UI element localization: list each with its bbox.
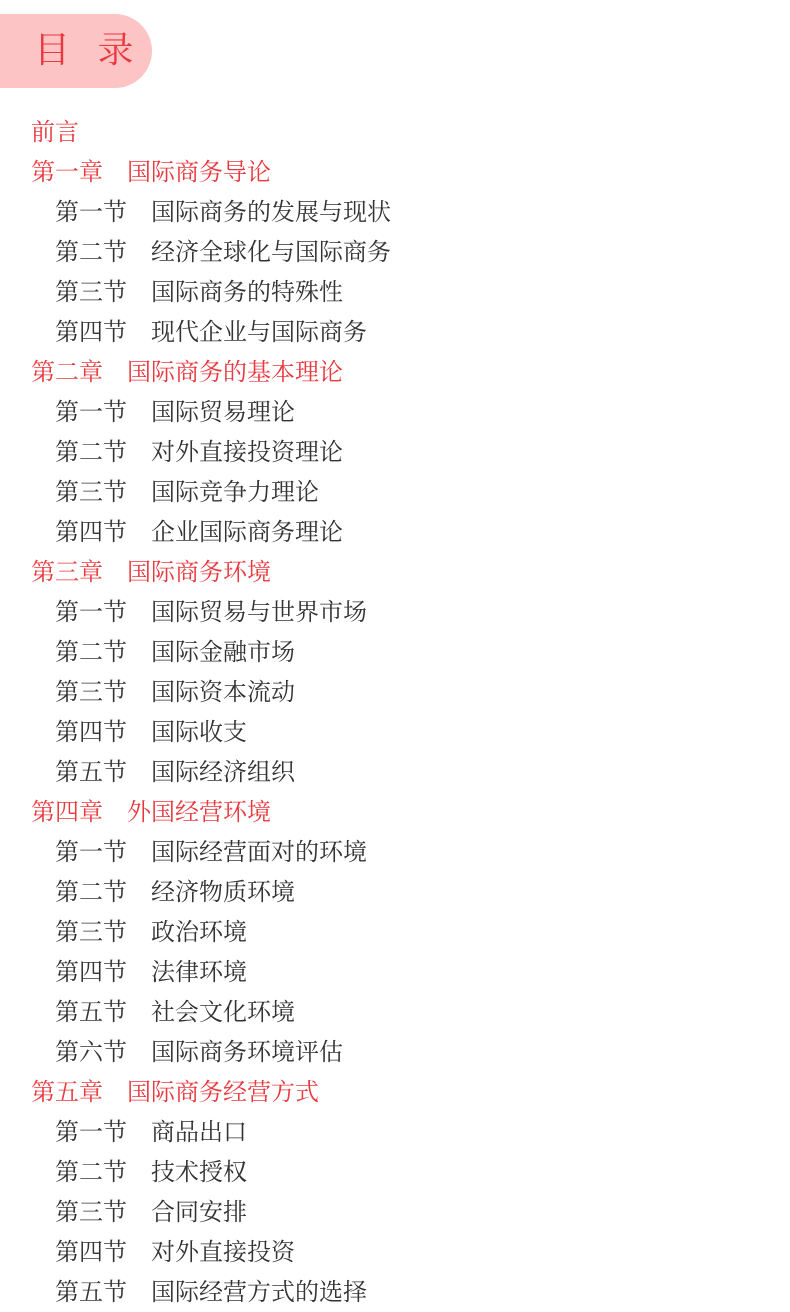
section-number: 第二节 xyxy=(55,438,127,466)
toc-section[interactable] xyxy=(0,232,790,272)
section-number: 第四节 xyxy=(55,318,127,346)
toc-chapter[interactable] xyxy=(0,792,790,832)
section-number: 第一节 xyxy=(55,398,127,426)
section-number: 第一节 xyxy=(55,1118,127,1146)
section-number: 第一节 xyxy=(55,838,127,866)
section-title: 国际经营方式的选择 xyxy=(151,1278,367,1306)
section-number: 第四节 xyxy=(55,718,127,746)
toc-preface[interactable]: 前言 xyxy=(31,118,79,146)
toc-chapter[interactable] xyxy=(0,552,790,592)
section-number: 第五节 xyxy=(55,758,127,786)
section-title: 技术授权 xyxy=(151,1158,247,1186)
section-number: 第四节 xyxy=(55,958,127,986)
section-title: 经济全球化与国际商务 xyxy=(151,238,391,266)
table-of-contents xyxy=(0,112,790,1312)
toc-section[interactable] xyxy=(0,472,790,512)
toc-section[interactable] xyxy=(0,192,790,232)
toc-section[interactable] xyxy=(0,1232,790,1272)
section-number: 第四节 xyxy=(55,518,127,546)
section-number: 第二节 xyxy=(55,1158,127,1186)
section-number: 第五节 xyxy=(55,1278,127,1306)
toc-section[interactable] xyxy=(0,632,790,672)
section-number: 第二节 xyxy=(55,878,127,906)
section-title: 对外直接投资 xyxy=(151,1238,295,1266)
chapter-number: 第五章 xyxy=(31,1078,103,1106)
chapter-title: 国际商务的基本理论 xyxy=(127,358,343,386)
section-number: 第二节 xyxy=(55,238,127,266)
chapter-title: 国际商务导论 xyxy=(127,158,271,186)
section-number: 第五节 xyxy=(55,998,127,1026)
chapter-number: 第三章 xyxy=(31,558,103,586)
toc-section[interactable] xyxy=(0,912,790,952)
section-title: 国际商务的特殊性 xyxy=(151,278,343,306)
section-title: 国际竞争力理论 xyxy=(151,478,319,506)
chapter-title: 国际商务经营方式 xyxy=(127,1078,319,1106)
section-title: 对外直接投资理论 xyxy=(151,438,343,466)
section-title: 国际资本流动 xyxy=(151,678,295,706)
toc-section[interactable] xyxy=(0,1152,790,1192)
toc-section[interactable] xyxy=(0,992,790,1032)
toc-header-badge xyxy=(0,14,152,88)
toc-chapter[interactable] xyxy=(0,352,790,392)
chapter-title: 外国经营环境 xyxy=(127,798,271,826)
toc-section[interactable] xyxy=(0,832,790,872)
toc-section[interactable] xyxy=(0,592,790,632)
section-title: 国际经营面对的环境 xyxy=(151,838,367,866)
toc-section[interactable] xyxy=(0,312,790,352)
section-number: 第三节 xyxy=(55,1198,127,1226)
section-title: 国际贸易与世界市场 xyxy=(151,598,367,626)
section-number: 第三节 xyxy=(55,478,127,506)
toc-section[interactable] xyxy=(0,752,790,792)
section-number: 第三节 xyxy=(55,678,127,706)
toc-section[interactable] xyxy=(0,432,790,472)
chapter-number: 第二章 xyxy=(31,358,103,386)
section-title: 法律环境 xyxy=(151,958,247,986)
section-title: 国际经济组织 xyxy=(151,758,295,786)
toc-section[interactable] xyxy=(0,512,790,552)
section-number: 第四节 xyxy=(55,1238,127,1266)
section-number: 第一节 xyxy=(55,598,127,626)
page-title: 目 录 xyxy=(34,30,142,71)
toc-chapter[interactable] xyxy=(0,1072,790,1112)
toc-section[interactable] xyxy=(0,272,790,312)
toc-section[interactable] xyxy=(0,1112,790,1152)
section-title: 政治环境 xyxy=(151,918,247,946)
section-title: 国际贸易理论 xyxy=(151,398,295,426)
toc-section[interactable] xyxy=(0,1192,790,1232)
section-title: 国际收支 xyxy=(151,718,247,746)
section-title: 国际商务环境评估 xyxy=(151,1038,343,1066)
toc-section[interactable] xyxy=(0,952,790,992)
toc-section[interactable] xyxy=(0,392,790,432)
section-number: 第六节 xyxy=(55,1038,127,1066)
section-title: 国际商务的发展与现状 xyxy=(151,198,391,226)
toc-chapter[interactable] xyxy=(0,152,790,192)
section-number: 第三节 xyxy=(55,278,127,306)
toc-section[interactable] xyxy=(0,1272,790,1312)
toc-section[interactable] xyxy=(0,712,790,752)
chapter-title: 国际商务环境 xyxy=(127,558,271,586)
section-title: 合同安排 xyxy=(151,1198,247,1226)
section-title: 国际金融市场 xyxy=(151,638,295,666)
section-title: 社会文化环境 xyxy=(151,998,295,1026)
section-title: 企业国际商务理论 xyxy=(151,518,343,546)
chapter-number: 第四章 xyxy=(31,798,103,826)
toc-section[interactable] xyxy=(0,872,790,912)
section-number: 第二节 xyxy=(55,638,127,666)
toc-section[interactable] xyxy=(0,1032,790,1072)
section-title: 经济物质环境 xyxy=(151,878,295,906)
section-title: 现代企业与国际商务 xyxy=(151,318,367,346)
section-number: 第一节 xyxy=(55,198,127,226)
section-title: 商品出口 xyxy=(151,1118,247,1146)
section-number: 第三节 xyxy=(55,918,127,946)
toc-section[interactable] xyxy=(0,672,790,712)
chapter-number: 第一章 xyxy=(31,158,103,186)
